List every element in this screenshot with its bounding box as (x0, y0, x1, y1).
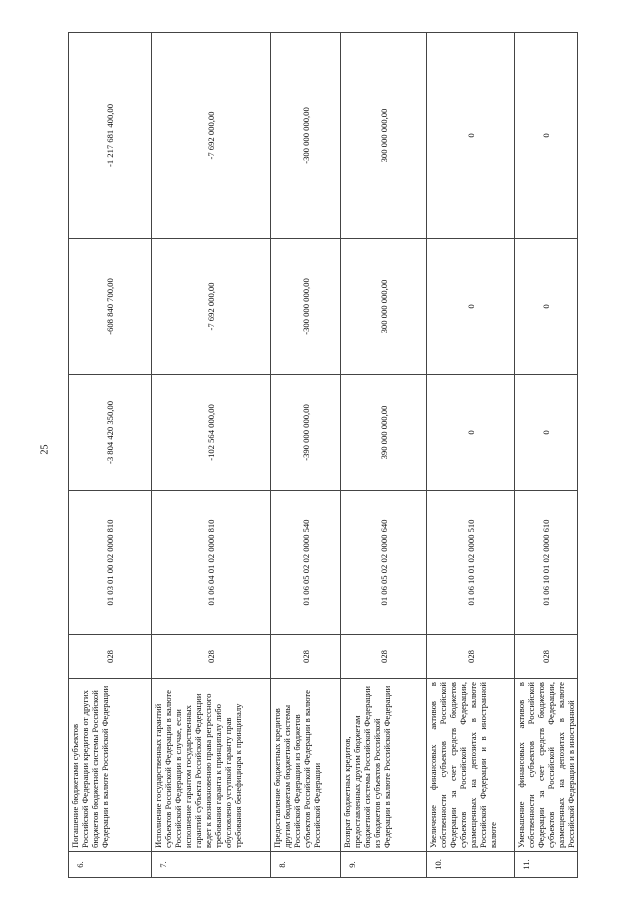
row-admin-code: 028 (427, 635, 515, 679)
table-row (341, 33, 427, 878)
row-value-3: 0 (427, 33, 515, 239)
table-row (271, 33, 341, 878)
row-number: 7. (152, 852, 271, 878)
row-value-2: -608 840 700,00 (69, 239, 152, 375)
row-value-3: -1 217 681 400,00 (69, 33, 152, 239)
row-description: Возврат бюджетных кредитов, предоставленных другим бюджетам бюджетной системы Российской Федерации из бюджетов субъектов Российской Федерации в валюте Российской Федерации (341, 679, 427, 852)
row-admin-code: 028 (69, 635, 152, 679)
row-value-2: 300 000 000,00 (341, 239, 427, 375)
row-value-2: -7 692 000,00 (152, 239, 271, 375)
row-value-1: -390 000 000,00 (271, 375, 341, 491)
row-description: Увеличение финансовых активов в собственности субъектов Российской Федерации за счет средств бюджетов субъектов Российской Федерации, размещенных на депозитах в валюте Российской Федерации и в иностранной валюте (427, 679, 515, 852)
row-value-1: 390 000 000,00 (341, 375, 427, 491)
row-value-1: 0 (515, 375, 578, 491)
row-description: Предоставление бюджетных кредитов другим бюджетам бюджетной системы Российской Федерации из бюджетов субъектов Российской Федерации в валюте Российской Федерации (271, 679, 341, 852)
row-value-1: -102 564 000,00 (152, 375, 271, 491)
table-row (427, 33, 515, 878)
row-admin-code: 028 (515, 635, 578, 679)
row-admin-code: 028 (271, 635, 341, 679)
row-number: 10. (427, 852, 515, 878)
row-admin-code: 028 (152, 635, 271, 679)
row-description: Погашение бюджетами субъектов Российской Федерации кредитов от других бюджетов бюджетной системы Российской Федерации в валюте Российской Федерации (69, 679, 152, 852)
rotated-table-wrapper (68, 33, 576, 878)
row-classification-code: 01 06 10 01 02 0000 510 (427, 491, 515, 635)
table-row (69, 33, 152, 878)
row-value-3: 0 (515, 33, 578, 239)
row-classification-code: 01 03 01 00 02 0000 810 (69, 491, 152, 635)
row-classification-code: 01 06 04 01 02 0000 810 (152, 491, 271, 635)
row-value-1: -3 804 420 350,00 (69, 375, 152, 491)
row-classification-code: 01 06 05 02 02 0000 640 (341, 491, 427, 635)
row-value-3: -7 692 000,00 (152, 33, 271, 239)
row-value-2: -300 000 000,00 (271, 239, 341, 375)
table-row (515, 33, 578, 878)
row-value-2: 0 (515, 239, 578, 375)
table-row (152, 33, 271, 878)
row-value-2: 0 (427, 239, 515, 375)
row-admin-code: 028 (341, 635, 427, 679)
row-number: 6. (69, 852, 152, 878)
budget-sources-table (68, 32, 578, 878)
row-value-3: 300 000 000,00 (341, 33, 427, 239)
row-number: 8. (271, 852, 341, 878)
row-classification-code: 01 06 10 01 02 0000 610 (515, 491, 578, 635)
row-number: 9. (341, 852, 427, 878)
row-description: Исполнение государственных гарантий субъектов Российской Федерации в валюте Российской Федерации в случае, если исполнение гарантом государственных гарантий субъекта Российской Федерации ведет к возникновению права регрессного требования гаранта к принципалу либо обусловлено уступкой гаранту прав требования бенефициара к принципалу (152, 679, 271, 852)
row-number: 11. (515, 852, 578, 878)
row-classification-code: 01 06 05 02 02 0000 540 (271, 491, 341, 635)
row-value-3: -300 000 000,00 (271, 33, 341, 239)
page-number: 25 (39, 444, 51, 455)
row-description: Уменьшение финансовых активов в собственности субъектов Российской Федерации за счет средств бюджетов субъектов Российской Федерации, размещенных на депозитах в валюте Российской Федерации и в иностранной (515, 679, 578, 852)
row-value-1: 0 (427, 375, 515, 491)
